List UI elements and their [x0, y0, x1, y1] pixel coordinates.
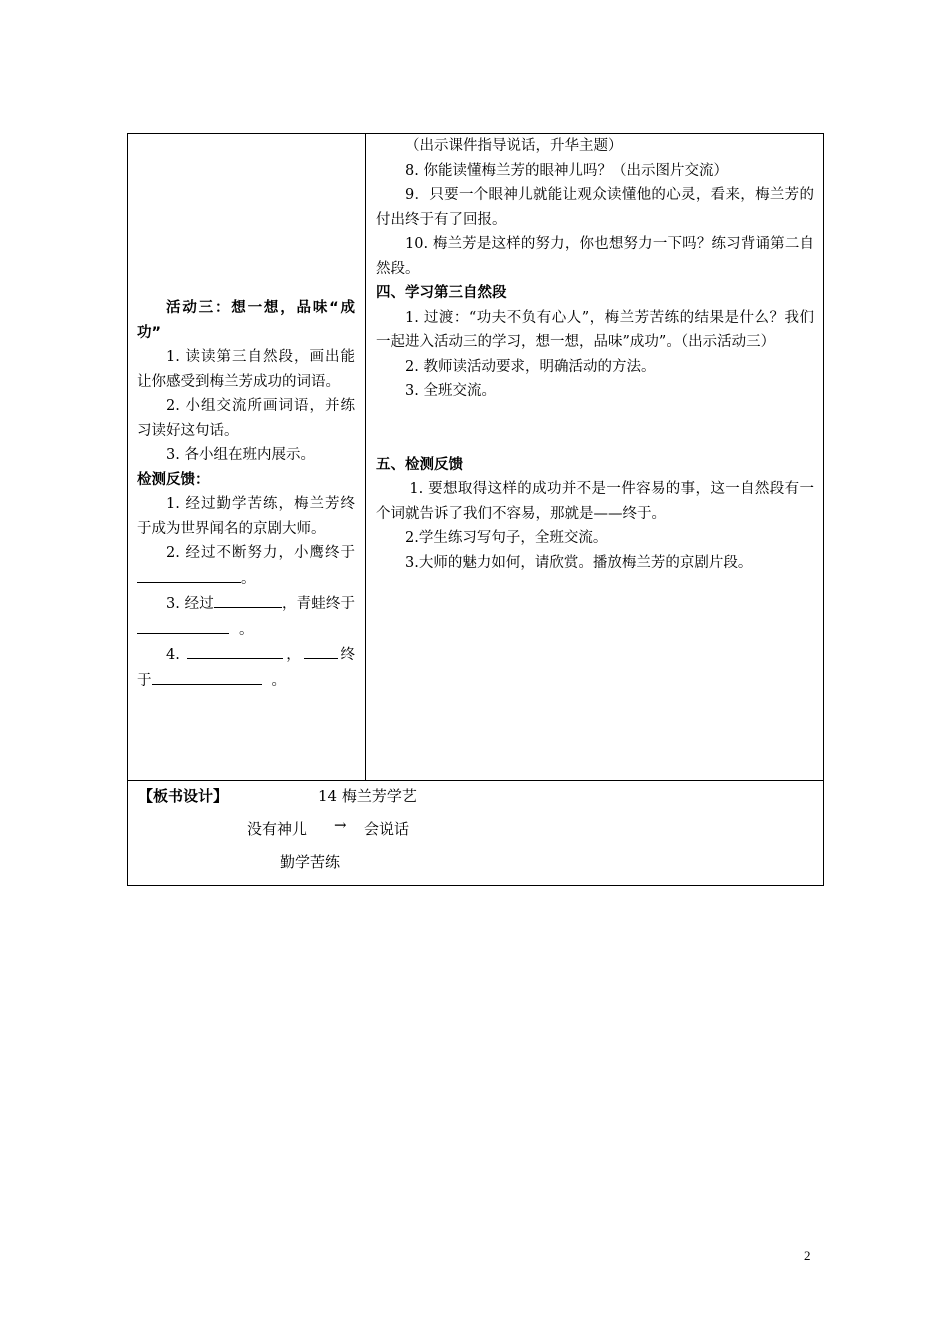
board-line2: 勤学苦练	[280, 853, 341, 871]
item-10: 10. 梅兰芳是这样的努力，你也想努力一下吗？练习背诵第二自然段。	[376, 236, 814, 277]
feedback-item-3: 3. 经过 ，青蛙终于。	[137, 591, 355, 642]
board-design-cell	[128, 781, 824, 886]
lesson-table	[127, 133, 824, 886]
section-5-item: 3.大师的魅力如何，请欣赏。播放梅兰芳的京剧片段。	[405, 554, 753, 571]
fill-blank	[304, 642, 338, 659]
board-label: 【板书设计】	[138, 787, 229, 805]
fill-blank	[152, 668, 262, 685]
feedback-item-1: 1. 经过勤学苦练，梅兰芳终于成为世界闻名的京剧大师。	[137, 496, 355, 537]
section-4-item: 2. 教师读活动要求，明确活动的方法。	[405, 358, 656, 375]
activity-title: 活动三：想一想，品味“成功”	[137, 300, 355, 341]
fill-blank	[187, 642, 283, 659]
item-8: 8. 你能读懂梅兰芳的眼神儿吗？（出示图片交流）	[405, 162, 728, 179]
fill-blank	[137, 566, 241, 583]
section-5-title: 五、检测反馈	[376, 456, 463, 473]
board-heading: 14 梅兰芳学艺	[318, 787, 417, 805]
left-cell	[128, 134, 366, 781]
board-line1-right: 会说话	[364, 820, 410, 838]
section-4-item: 3. 全班交流。	[405, 383, 496, 399]
section-4-title: 四、学习第三自然段	[376, 285, 507, 301]
activity-step: 2. 小组交流所画词语，并练习读好这句话。	[137, 398, 355, 439]
page-number: 2	[804, 1248, 811, 1263]
activity-step: 1. 读读第三自然段，画出能让你感受到梅兰芳成功的词语。	[137, 349, 355, 390]
arrow-right-icon: →	[334, 816, 347, 834]
board-line1-left: 没有神儿	[247, 820, 308, 838]
feedback-item-4: 4. ， 终于 。	[137, 642, 355, 693]
right-cell	[366, 134, 824, 781]
fill-blank	[214, 591, 282, 608]
section-4-item: 1. 过渡：“功夫不负有心人”，梅兰芳苦练的结果是什么？我们一起进入活动三的学习，想一想，品味”成功”。（出示活动三）	[376, 309, 814, 350]
item-9: 9．只要一个眼神儿就能让观众读懂他的心灵，看来，梅兰芳的付出终于有了回报。	[376, 187, 814, 228]
feedback-title: 检测反馈：	[137, 471, 210, 488]
feedback-item-2: 2. 经过不断努力，小鹰终于。	[137, 541, 355, 591]
section-5-item: 2.学生练习写句子，全班交流。	[405, 530, 608, 546]
line-top: （出示课件指导说话，升华主题）	[405, 138, 623, 154]
section-5-item: 1. 要想取得这样的成功并不是一件容易的事，这一自然段有一个词就告诉了我们不容易，那就是——终于。	[376, 481, 814, 522]
fill-blank	[137, 617, 229, 634]
activity-step: 3. 各小组在班内展示。	[166, 447, 315, 463]
